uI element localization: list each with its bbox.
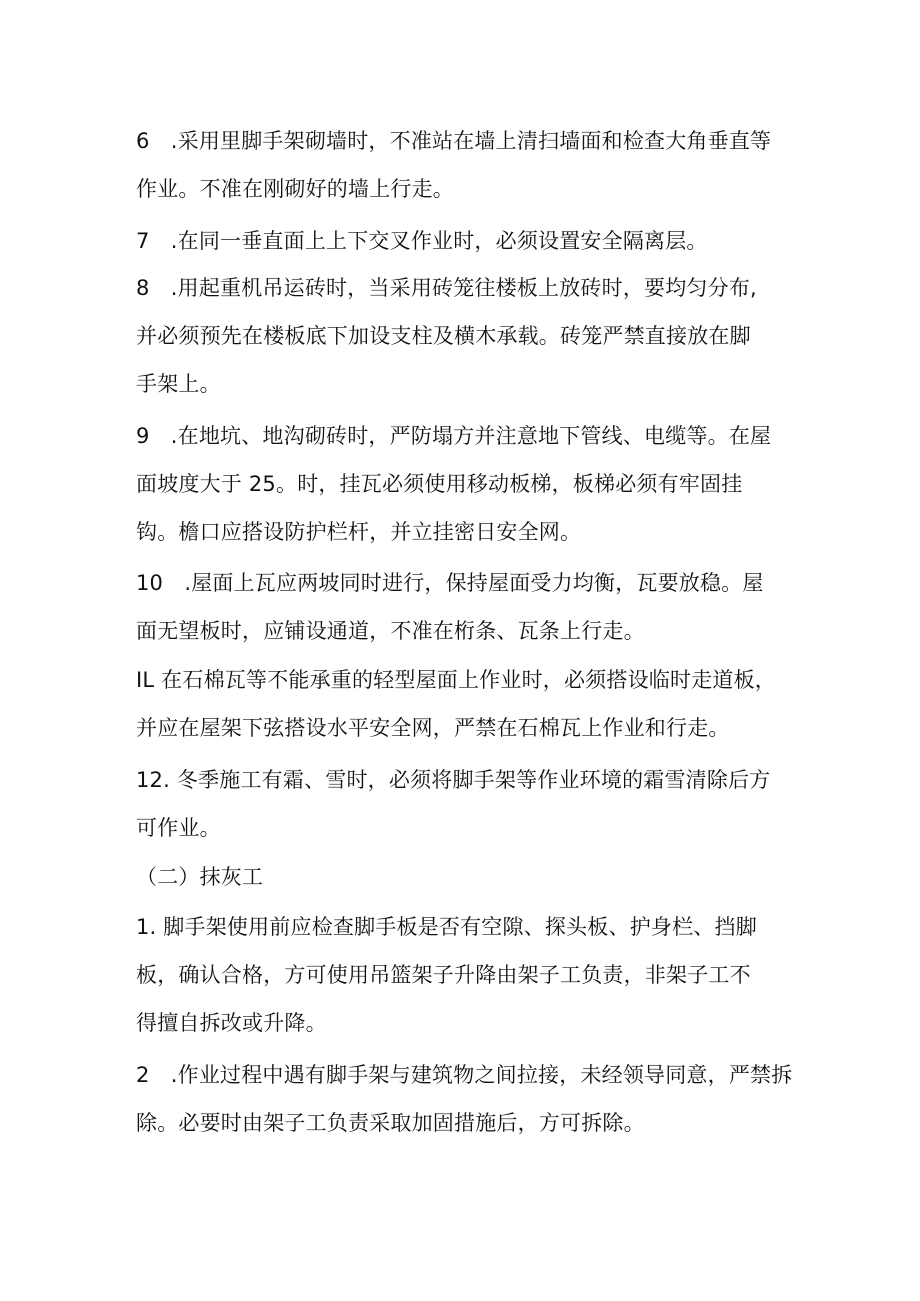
text-line-item-9-c: 钩。檐口应搭设防护栏杆，并立挂密日安全网。 [136, 520, 582, 544]
text-line-item-8-a: 8 .用起重机吊运砖时，当采用砖笼往楼板上放砖时，要均匀分布, [136, 276, 757, 300]
text-line-item-6-b: 作业。不准在刚砌好的墙上行走。 [136, 177, 454, 201]
text-line-item-8-b: 并必须预先在楼板底下加设支柱及横木承载。砖笼严禁直接放在脚 [136, 324, 751, 348]
text-line-item-10-a: 10 .屋面上瓦应两坡同时进行，保持屋面受力均衡，瓦要放稳。屋 [136, 571, 764, 595]
text-line-item-12-b: 可作业。 [136, 816, 221, 840]
text-line-plaster-2-a: 2 .作业过程中遇有脚手架与建筑物之间拉接，未经领导同意，严禁拆 [136, 1063, 793, 1087]
text-line-item-9-b: 面坡度大于 25。时，挂瓦必须使用移动板梯，板梯必须有牢固挂 [136, 472, 743, 496]
section-heading-plastering: （二）抹灰工 [136, 865, 264, 889]
text-line-item-11-a: IL 在石棉瓦等不能承重的轻型屋面上作业时，必须搭设临时走道板， [136, 668, 776, 692]
text-line-item-6-a: 6 .采用里脚手架砌墙时，不准站在墙上清扫墙面和检查大角垂直等 [136, 129, 772, 153]
text-line-item-8-c: 手架上。 [136, 372, 221, 396]
text-line-plaster-1-a: 1. 脚手架使用前应检查脚手板是否有空隙、探头板、护身栏、挡脚 [136, 915, 757, 939]
text-line-item-12-a: 12. 冬季施工有霜、雪时，必须将脚手架等作业环境的霜雪清除后方 [136, 768, 771, 792]
text-line-item-7: 7 .在同一垂直面上上下交叉作业时，必须设置安全隔离层。 [136, 229, 708, 253]
text-line-plaster-2-b: 除。必要时由架子工负责采取加固措施后，方可拆除。 [136, 1111, 645, 1135]
text-line-item-9-a: 9 .在地坑、地沟砌砖时，严防塌方并注意地下管线、电缆等。在屋 [136, 424, 772, 448]
text-line-item-11-b: 并应在屋架下弦搭设水平安全网，严禁在石棉瓦上作业和行走。 [136, 716, 730, 740]
text-line-plaster-1-c: 得擅自拆改或升降。 [136, 1011, 327, 1035]
text-line-item-10-b: 面无望板时，应铺设通道，不准在桁条、瓦条上行走。 [136, 619, 645, 643]
text-line-plaster-1-b: 板，确认合格，方可使用吊篮架子升降由架子工负责，非架子工不 [136, 963, 751, 987]
